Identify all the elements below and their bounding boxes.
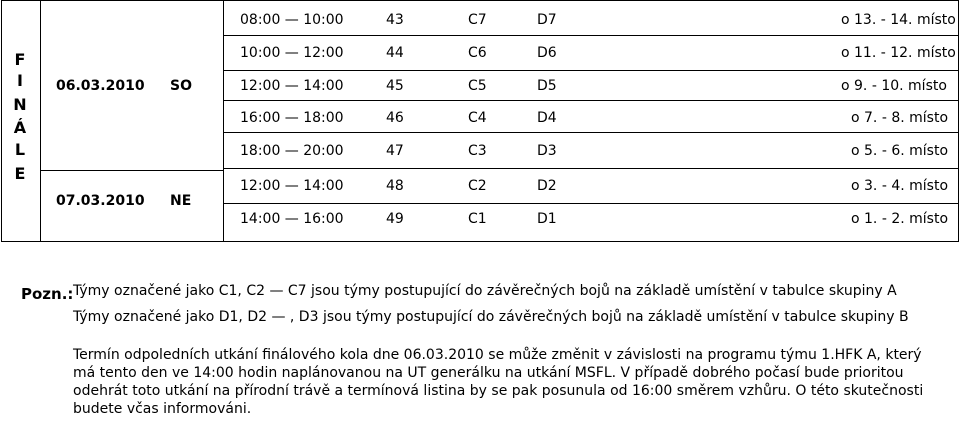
placement: o 11. - 12. místo (841, 45, 956, 61)
placement: o 9. - 10. místo (841, 78, 947, 94)
match-number: 44 (386, 45, 404, 61)
placement: o 7. - 8. místo (851, 110, 949, 126)
match-day: SO (170, 78, 192, 94)
table-divider (223, 0, 224, 242)
row-separator (223, 132, 959, 133)
finale-letter: I (17, 71, 23, 90)
team-two: D2 (537, 178, 557, 194)
row-separator (223, 203, 959, 204)
match-time: 12:00 — 14:00 (240, 178, 344, 194)
match-date: 07.03.2010 (56, 193, 145, 209)
match-time: 18:00 — 20:00 (240, 143, 344, 159)
note-line: Týmy označené jako D1, D2 — , D3 jsou týmy postupující do závěrečných bojů na základě umístění v tabulce skupiny B (73, 309, 909, 325)
team-one: C3 (468, 143, 487, 159)
match-time: 08:00 — 10:00 (240, 12, 344, 28)
match-number: 47 (386, 143, 404, 159)
team-one: C7 (468, 12, 487, 28)
table-border-right (958, 0, 959, 242)
row-separator (223, 168, 959, 169)
match-date: 06.03.2010 (56, 78, 145, 94)
finale-letter: E (14, 164, 26, 183)
team-one: C1 (468, 211, 487, 227)
team-two: D5 (537, 78, 557, 94)
team-two: D4 (537, 110, 557, 126)
placement: o 1. - 2. místo (851, 211, 949, 227)
row-separator (223, 35, 959, 36)
team-one: C4 (468, 110, 487, 126)
finale-letter: Á (13, 118, 27, 137)
match-number: 43 (386, 12, 404, 28)
day-separator (40, 170, 224, 171)
table-border-top (1, 0, 959, 1)
team-two: D6 (537, 45, 557, 61)
row-separator (223, 100, 959, 101)
match-number: 46 (386, 110, 404, 126)
note-paragraph-line: Termín odpoledních utkání finálového kola dne 06.03.2010 se může změnit v závislosti na programu týmu 1.HFK A, který (73, 347, 922, 363)
finale-letter: N (13, 95, 27, 114)
match-number: 45 (386, 78, 404, 94)
team-two: D3 (537, 143, 557, 159)
team-one: C2 (468, 178, 487, 194)
note-paragraph-line: má tento den ve 14:00 hodin naplánovanou na UT generálku na utkání MSFL. V případě dobrého počasí bude prioritou (73, 365, 904, 381)
team-one: C5 (468, 78, 487, 94)
table-divider (40, 0, 41, 242)
row-separator (223, 70, 959, 71)
match-time: 16:00 — 18:00 (240, 110, 344, 126)
match-day: NE (170, 193, 192, 209)
finale-letter: F (14, 50, 26, 69)
note-line: Týmy označené jako C1, C2 — C7 jsou týmy postupující do závěrečných bojů na základě umístění v tabulce skupiny A (73, 283, 897, 299)
notes-label: Pozn.: (21, 285, 74, 303)
team-two: D1 (537, 211, 557, 227)
match-number: 49 (386, 211, 404, 227)
finale-letter: L (14, 140, 26, 159)
placement: o 13. - 14. místo (841, 12, 956, 28)
team-two: D7 (537, 12, 557, 28)
note-paragraph-line: odehrát toto utkání na přírodní trávě a termínová listina by se pak posunula od 16:00 směrem vzhůru. O této skutečnosti (73, 383, 924, 399)
note-paragraph-line: budete včas informováni. (73, 401, 252, 417)
match-time: 14:00 — 16:00 (240, 211, 344, 227)
match-number: 48 (386, 178, 404, 194)
match-time: 12:00 — 14:00 (240, 78, 344, 94)
placement: o 5. - 6. místo (851, 143, 949, 159)
table-border-bottom (1, 241, 959, 242)
team-one: C6 (468, 45, 487, 61)
match-time: 10:00 — 12:00 (240, 45, 344, 61)
placement: o 3. - 4. místo (851, 178, 949, 194)
